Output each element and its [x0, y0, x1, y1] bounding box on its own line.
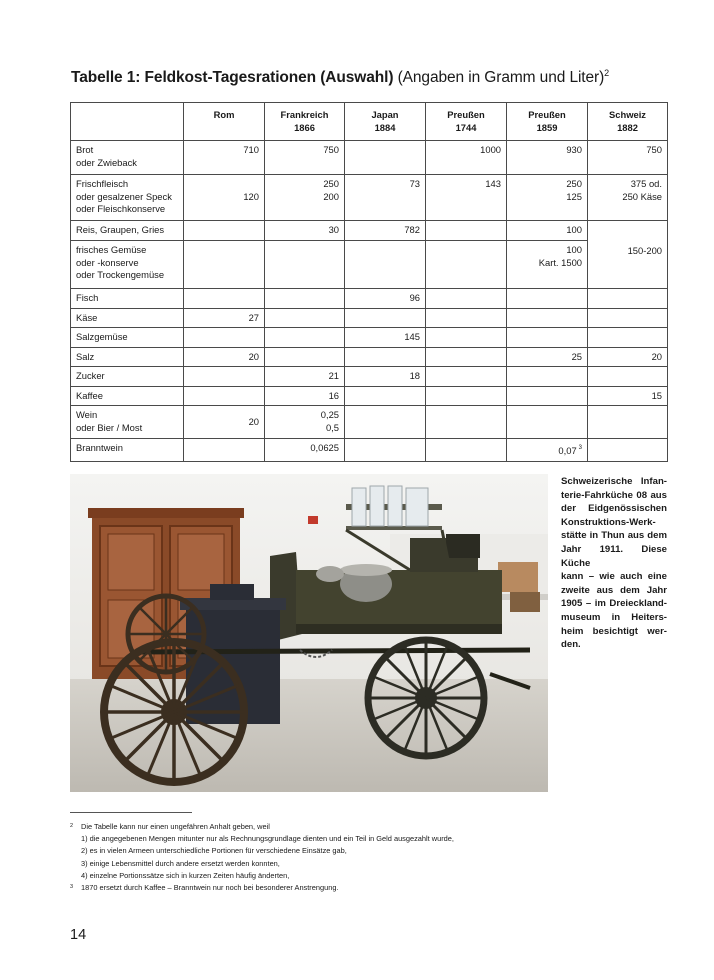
table-cell: 710 — [184, 141, 265, 175]
table-cell — [426, 406, 507, 439]
page-number: 14 — [70, 927, 87, 943]
table-row-gemuese — [71, 241, 668, 289]
footnote-mark-3: 3 — [70, 884, 74, 891]
header-cell-empty — [71, 103, 184, 141]
header-cell-rom: Rom — [184, 103, 265, 141]
footnote-item: 2) es in vielen Armeen unterschiedliche Portionen für verschiedene Einsätze gab, — [81, 846, 347, 856]
header-cell-preussen-1744: Preußen 1744 — [426, 103, 507, 141]
table-cell: 120 — [184, 175, 265, 221]
table-cell: 30 — [265, 221, 345, 241]
table-cell — [345, 241, 426, 289]
table-cell — [588, 328, 668, 348]
table-cell: 96 — [345, 289, 426, 309]
table-cell — [184, 328, 265, 348]
header-cell-frankreich: Frankreich 1866 — [265, 103, 345, 141]
caption-line: Jahr 1911. Diese Küche — [561, 543, 667, 569]
table-cell — [507, 328, 588, 348]
table-cell — [426, 367, 507, 387]
caption-line: museum in Heiters- — [561, 611, 667, 623]
row-label: Reis, Graupen, Gries — [71, 221, 184, 241]
table-cell: 21 — [265, 367, 345, 387]
header-cell-schweiz: Schweiz 1882 — [588, 103, 668, 141]
table-row-kaffee — [71, 386, 668, 406]
row-label: Käse — [71, 308, 184, 328]
caption-line: heim besichtigt wer- — [561, 625, 667, 637]
table-cell — [345, 308, 426, 328]
table-cell — [588, 367, 668, 387]
table-title-bold: Tabelle 1: Feldkost-Tagesrationen (Auswahl) — [71, 69, 394, 87]
table-cell: 100 Kart. 1500 — [507, 241, 588, 289]
table-cell — [184, 221, 265, 241]
table-row-zucker — [71, 367, 668, 387]
caption-line: Konstruktions-Werk- — [561, 516, 656, 528]
table-cell — [184, 241, 265, 289]
table-title-units: (Angaben in Gramm und Liter) — [393, 69, 605, 87]
caption-line: der Eidgenössischen — [561, 503, 667, 515]
table-title — [71, 68, 609, 87]
table-cell — [588, 439, 668, 462]
table-cell — [265, 241, 345, 289]
table-cell: 375 od. 250 Käse — [588, 175, 668, 221]
table-cell: 15 — [588, 386, 668, 406]
table-cell: 20 — [184, 406, 265, 439]
table-cell: 750 — [265, 141, 345, 175]
table-row-fisch — [71, 289, 668, 309]
table-cell: 73 — [345, 175, 426, 221]
table-cell — [345, 406, 426, 439]
table-row-salzgemuese — [71, 328, 668, 348]
footnote-mark-2: 2 — [70, 823, 74, 829]
row-label: Fisch — [71, 289, 184, 309]
table-cell — [507, 289, 588, 309]
table-cell — [507, 386, 588, 406]
table-cell: 20 — [588, 347, 668, 367]
caption-line: terie-Fahrküche 08 aus — [561, 489, 667, 501]
table-cell: 0,07 $^3$ — [507, 439, 588, 462]
table-cell: 18 — [345, 367, 426, 387]
caption-line: Schweizerische Infan- — [561, 476, 667, 487]
table-cell: 16 — [265, 386, 345, 406]
table-cell — [507, 308, 588, 328]
table-cell: 250 200 — [265, 175, 345, 221]
row-label: Brot oder Zwieback — [71, 141, 184, 175]
caption-line: kann – wie auch eine — [561, 571, 667, 583]
table-cell — [345, 386, 426, 406]
caption-line: 1905 – im Dreieckland- — [561, 598, 667, 610]
table-cell: 25 — [507, 347, 588, 367]
table-cell: 145 — [345, 328, 426, 348]
table-cell: 250 125 — [507, 175, 588, 221]
row-label: Salzgemüse — [71, 328, 184, 348]
table-cell: 100 — [507, 221, 588, 241]
table-cell — [184, 367, 265, 387]
field-kitchen-photo — [70, 474, 548, 792]
table-cell — [426, 347, 507, 367]
table-cell — [265, 308, 345, 328]
table-header-row — [71, 103, 668, 141]
table-cell-merged: 150-200 — [588, 221, 668, 289]
table-cell — [426, 386, 507, 406]
caption-line: den. — [561, 639, 581, 651]
table-row-wein — [71, 406, 668, 439]
table-cell — [426, 241, 507, 289]
table-cell — [426, 439, 507, 462]
caption-line: zweite aus dem Jahr — [561, 584, 667, 596]
table-row-kaese — [71, 308, 668, 328]
footnote-ref-2: 2 — [604, 68, 610, 78]
table-cell — [265, 347, 345, 367]
table-cell: 0,0625 — [265, 439, 345, 462]
row-label: Frischfleisch oder gesalzener Speck oder Fleischkonserve — [71, 175, 184, 221]
table-cell — [265, 289, 345, 309]
table-cell — [345, 141, 426, 175]
table-cell: 143 — [426, 175, 507, 221]
table-cell: 782 — [345, 221, 426, 241]
table-cell — [426, 221, 507, 241]
table-cell — [426, 289, 507, 309]
table-cell — [345, 439, 426, 462]
table-cell — [184, 386, 265, 406]
table-cell — [265, 328, 345, 348]
table-cell: 20 — [184, 347, 265, 367]
row-label: Wein oder Bier / Most — [71, 406, 184, 439]
table-cell: 27 — [184, 308, 265, 328]
table-cell — [426, 328, 507, 348]
header-cell-japan: Japan 1884 — [345, 103, 426, 141]
photo-caption — [561, 475, 667, 652]
table-row-brot — [71, 141, 668, 175]
row-label: frisches Gemüse oder -konserve oder Trockengemüse — [71, 241, 184, 289]
table-cell — [588, 289, 668, 309]
table-row-fleisch — [71, 175, 668, 221]
footnote-item: 4) einzelne Portionssätze sich in kurzen Zeiten häufig änderten, — [81, 870, 290, 880]
table-cell: 750 — [588, 141, 668, 175]
table-cell: 1000 — [426, 141, 507, 175]
table-cell: 930 — [507, 141, 588, 175]
row-label: Salz — [71, 347, 184, 367]
table-cell — [184, 439, 265, 462]
row-label: Kaffee — [71, 386, 184, 406]
rations-table — [70, 102, 668, 462]
table-cell — [588, 406, 668, 439]
table-cell — [588, 308, 668, 328]
footnote-item: 1) die angegebenen Mengen mitunter nur als Rechnungsgrundlage dienten und ein Teil in Geld ausgezahlt wurde, — [81, 834, 454, 844]
table-row-branntwein — [71, 439, 668, 462]
table-cell — [184, 289, 265, 309]
footnotes — [70, 821, 630, 894]
caption-line: stätte in Thun aus dem — [561, 530, 667, 542]
header-cell-preussen-1859: Preußen 1859 — [507, 103, 588, 141]
table-cell — [426, 308, 507, 328]
table-row-reis — [71, 221, 668, 241]
table-cell — [345, 347, 426, 367]
table-cell — [507, 367, 588, 387]
table-cell: 0,25 0,5 — [265, 406, 345, 439]
table-cell — [507, 406, 588, 439]
row-label: Zucker — [71, 367, 184, 387]
footnote-item: 3) einige Lebensmittel durch andere ersetzt werden konnten, — [81, 858, 280, 868]
row-label: Branntwein — [71, 439, 184, 462]
footnote-ref-3: 3 — [578, 445, 582, 451]
footnote-divider — [70, 812, 192, 813]
footnote-2: 2 Die Tabelle kann nur einen ungefähren Anhalt geben, weil — [70, 822, 270, 831]
footnote-3: 3 1870 ersetzt durch Kaffee – Branntwein nur noch bei besonderer Anstrengung. — [70, 883, 339, 893]
table-row-salz — [71, 347, 668, 367]
